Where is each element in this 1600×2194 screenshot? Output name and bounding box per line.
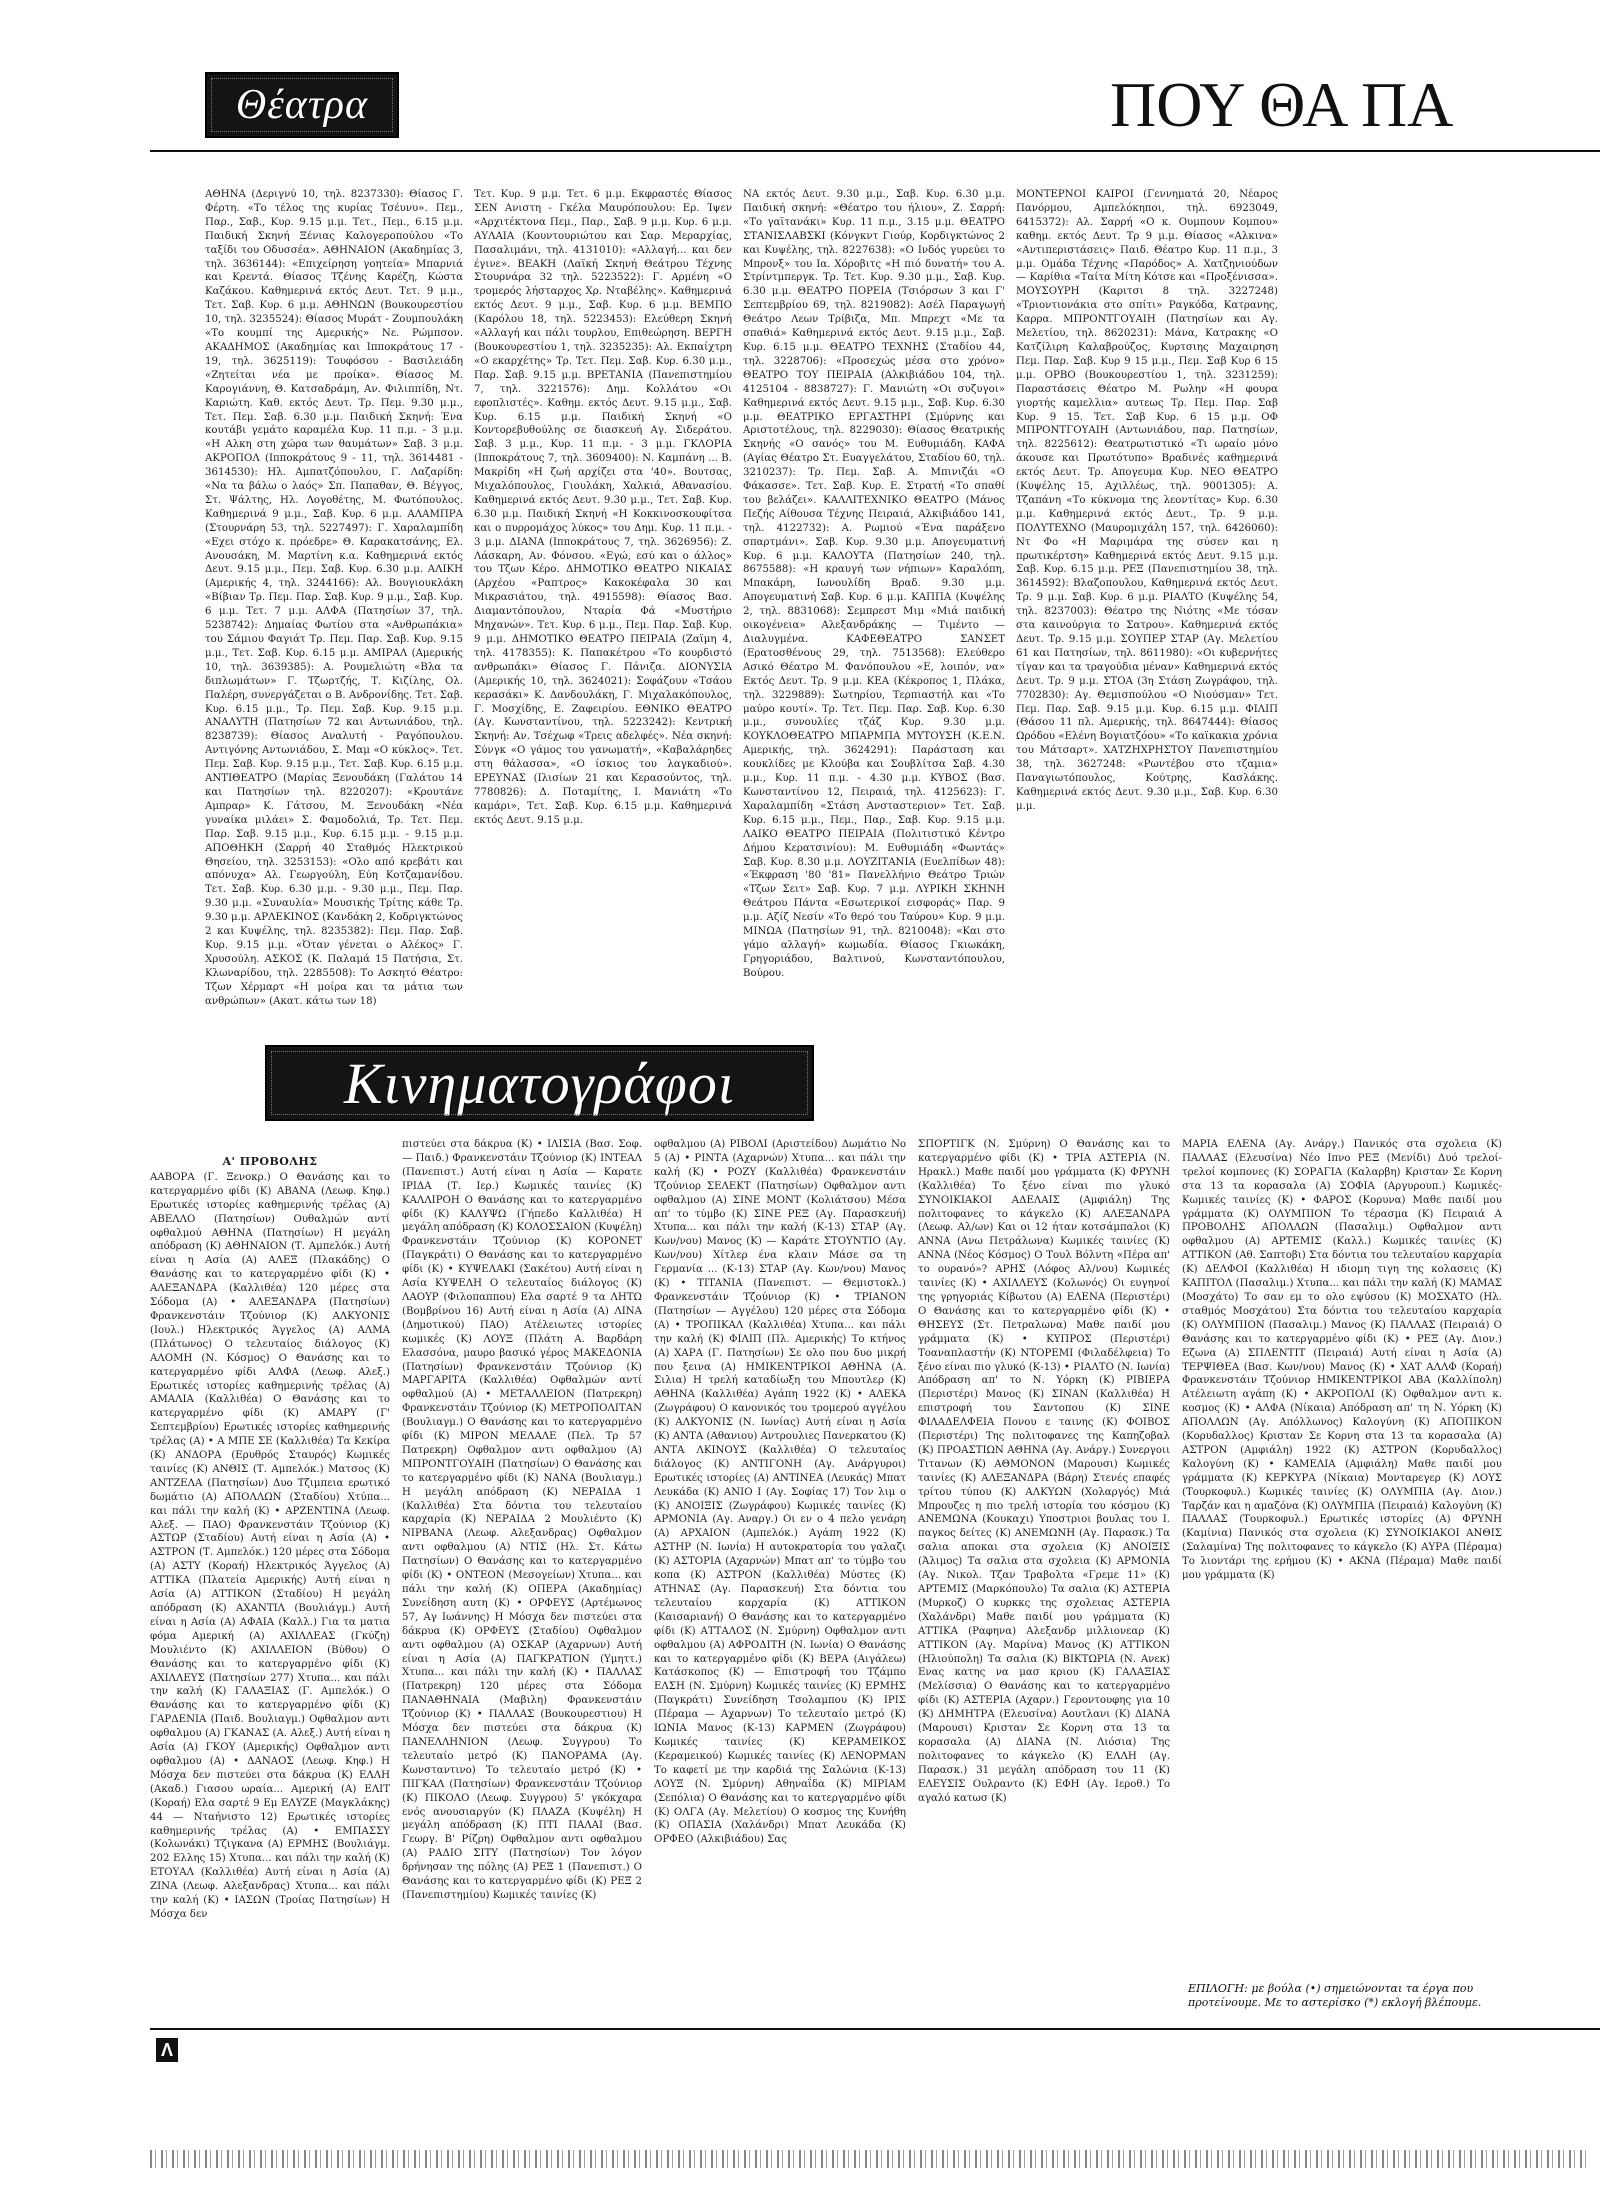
cinema-column-3: [654, 1138, 906, 2004]
cinema-column-5: [1182, 1138, 1502, 1974]
scan-edge-noise: [150, 2150, 1590, 2168]
cinema-column-1: [150, 1152, 390, 2004]
cinemas-section-title: Κινηματογράφοι: [344, 1050, 735, 1116]
page-headline: ΠΟΥ ΘΑ ΠΑ: [1110, 69, 1454, 140]
first-run-subheading: Α' ΠΡΟΒΟΛΗΣ: [222, 1155, 318, 1168]
theatre-column-3: [743, 188, 1005, 1018]
theatre-column-text: ΝΑ εκτός Δευτ. 9.30 μ.μ., Σαβ. Κυρ. 6.30 μ.μ. Παιδική σκηνή: «Θέατρο του ήλιου», Ζ. Σαρρή: «Το γαϊτανάκι» Κυρ. 11 π.μ., 3.15 μ.μ. ΘΕΑΤΡΟ ΣΤΑΝΙΣΛΑΒΣΚΙ (Κόνγκντ Γιούρ, Κορδιγκτώνος 2 και Κυψέλης, τηλ. 8227638): «Ο Ινδός γυρεύει το Μπρονξ» του Ια. Χόροβιτς «Η πιό δυνατή» του Α. Στρίντμπεργκ. Τρ. Τετ. Κυρ. 9.30 μ.μ., Σαβ. Κυρ. 6.30 μ.μ. ΘΕΑΤΡΟ ΠΟΡΕΙΑ (Τσιόρσων 3 και Γ' Σεπτεμβρίου 69, τηλ. 8219082): Ασέλ Παραγωγή Θεάτρο Λεων Τρίβιζα, Μπ. Μπρεχτ «Με τα σπαθιά» Καθημερινά εκτός Δευτ. 9.15 μ.μ., Σαβ. Κυρ. 6.15 μ.μ. ΘΕΑΤΡΟ ΤΕΧΝΗΣ (Σταδίου 44, τηλ. 3228706): «Προσεχώς μέσα στο χρόνο» ΘΕΑΤΡΟ ΤΟΥ ΠΕΙΡΑΙΑ (Αλκιβιάδου 104, τηλ. 4125104 - 8838727): Γ. Μανιώτη «Οι συζυγοι» Καθημερινά εκτός Δευτ. 9.15 μ.μ., Σαβ. Κυρ. 6.30 μ.μ. ΘΕΑΤΡΙΚΟ ΕΡΓΑΣΤΗΡΙ (Σμύρνης και Αριστοτέλους, τηλ. 8229030): Θίασος Θεατρικής Σκηνής «Ο σανός» του Μ. Ευθυμιάδη. ΚΑΦΑ (Αγίας Θέατρο Στ. Ευαγγελάτου, Σταδίου 60, τηλ. 3210237): Τρ. Πεμ. Σαβ. Α. Μπινιζάι «Ο Φάκασσε». Τετ. Σαβ. Κυρ. Ε. Στρατή «Το σπαθί του βελάζει». ΚΑΛΛΙΤΕΧΝΙΚΟ ΘΕΑΤΡΟ (Μάνος Πεζής Αίθουσα Τέχνης Πειραιά, Αλκιβιάδου 141, τηλ. 4122732): Α. Ρωμιού «Ένα παράξενο σπαρτμάνι». Σαβ. Κυρ. 9.30 μ.μ. Απογευματινή Κυρ. 6 μ.μ. ΚΑΛΟΥΤΑ (Πατησίων 240, τηλ. 8675588): «Η κραυγή των νήπιων» Καραλόπη, Μπακάρη, Ιωνουλίδη Βραδ. 9.30 μ.μ. Απογευματινή Σαβ. Κυρ. 6 μ.μ. ΚΑΠΠΑ (Κυψέλης 2, τηλ. 8831068): Σεμπρεστ Μιμ «Μιά παιδική οικογένεια» Αλεξανδράκης — Τιμέντο — Διαλυγμένα. ΚΑΦΕΘΕΑΤΡΟ ΣΑΝΣΕΤ (Ερατοσθένους 29, τηλ. 7513568): Ελεύθερο Ασικό Θέατρο Μ. Φανόπουλου «Ε, λοιπόν, να» Εκτός Δευτ. Τρ. 9 μ.μ. ΚΕΑ (Κέκροπος 1, Πλάκα, τηλ. 3229889): Σωτηρίου, Τερπιαστήλ και «Το μαύρο κουτί». Τρ. Τετ. Πεμ. Παρ. Σαβ. Κυρ. 6.30 μ.μ., συνουλίες τζάζ Κυρ. 9.30 μ.μ. ΚΟΥΚΛΟΘΕΑΤΡΟ ΜΠΑΡΜΠΑ ΜΥΤΟΥΣΗ (Κ.Ε.Ν. Αμερικής, τηλ. 3624291): Παράσταση και κουκλίδες με Κλούβα και Σουβλίτσα Σαβ. 4.30 μ.μ., Κυρ. 11 π.μ. - 4.30 μ.μ. ΚΥΒΟΣ (Βασ. Κωνσταντίνου 12, Πειραιά, τηλ. 4125623): Γ. Χαραλαμπίδη «Στάση Ανσταστεριον» Τετ. Σαβ. Κυρ. 6.15 μ.μ., Πεμ., Παρ., Σαβ. Κυρ. 9.15 μ.μ. ΛΑΙΚΟ ΘΕΑΤΡΟ ΠΕΙΡΑΙΑ (Πολιτιστικό Κέντρο Δήμου Κερατσινίου): Μ. Ευθυμιάδη «Φωντάς» Σαβ. Κυρ. 8.30 μ.μ. ΛΟΥΖΙΤΑΝΙΑ (Ευελπίδων 48): «Έκφραση '80 '81» Πανελλήνιο Θεάτρο Τριών «Τζων Σειτ» Σαβ. Κυρ. 7 μ.μ. ΛΥΡΙΚΗ ΣΚΗΝΗ Θεάτρου Πάντα «Εσωτερικοί εισφοράς» Παρ. 9 μ.μ. Αζίζ Νεσίν «Το θερό του Ταύρου» Κυρ. 9 μ.μ. ΜΙΝΩΑ (Πατησίων 91, τηλ. 8210048): «Και στο γάμο αλλαγή» κωμωδία. Θίασος Γκιωκάκη, Γρηγοριάδου, Βαλτινού, Κωνσταντόπουλου, Βούρου.: [743, 189, 1005, 979]
cinema-column-text: πιστεύει στα δάκρυα (Κ) • ΙΛΙΣΙΑ (Βασ. Σοφ. — Παιδ.) Φρανκενστάιν Τζούνιορ (Κ) ΙΝΤΕΑΛ (Πανεπιστ.) Αυτή είναι η Ασία — Καρατε ΙΡΙΔΑ (Τ. Ιερ.) Κωμικές ταινίες (Κ) ΚΑΛΛΙΡΟΗ Ο Θανάσης και το κατεργαρμένο φίδι (Κ) ΚΑΛΥΨΩ (Γήπεδο Καλλιθέα) Η μεγάλη απόδραση (Κ) ΚΟΛΟΣΣΑΙΟΝ (Κυψέλη) Φρανκενστάιν Τζούνιορ (Κ) ΚΟΡΟΝΕΤ (Παγκράτι) Ο Θανάσης και το κατεργαρμένο φίδι (Κ) • ΚΥΨΕΛΑΚΙ (Σακέτου) Αυτή είναι η Ασία ΚΥΨΕΛΗ Ο τελευταίος διάλογος (Κ) ΛΑΟΥΡ (Φιλοπαππου) Ελα σαρτέ 9 τα ΛΗΤΩ (Βομβρίνου 16) Αυτή είναι η Ασία (Α) ΛΙΝΑ (Δημοτικού) ΠΑΟ) Ατέλειωτες ιστορίες κωμικές (Κ) ΛΟΥΞ (Πλάτη Α. Βαρδάρη Ελασσόνα, μαυρο βασικό γέρος ΜΑΚΕΔΟΝΙΑ (Πατησίων) Φρανκενστάιν Τζούνιορ (Κ) ΜΑΡΓΑΡΙΤΑ (Καλλιθέα) Οφθαλμών αντί οφθαλμού (Α) • ΜΕΤΑΛΛΕΙΟΝ (Πατρεκρη) Φρανκενστάιν Τζούνιορ (Κ) ΜΕΤΡΟΠΟΛΙΤΑΝ (Βουλιαγμ.) Ο Θανάσης και το κατεργαρμένο φίδι (Κ) ΜΙΡΟΝ ΜΕΛΑΛΕ (Πελ. Τρ 57 Πατρεκρη) Οφθαλμον αντι οφθαλμου (Α) ΜΠΡΟΝΤΓΟΥΑΙΗ (Πατησίων) Ο Θανάσης και το κατεργαρμένο φίδι (Κ) ΝΑΝΑ (Βουλιαγμ.) Η μεγάλη απόδραση (Κ) ΝΕΡΑΙΔΑ 1 (Καλλιθέα) Στα δόντια του τελευταίου καρχαρία (Κ) ΝΕΡΑΙΔΑ 2 Μουλιέντο (Κ) ΝΙΡΒΑΝΑ (Λεωφ. Αλεξανδρας) Οφθαλμον αντι οφθαλμου (Α) ΝΤΙΣ (Ηλ. Στ. Κάτω Πατησίων) Ο Θανάσης και το κατεργαρμένο φίδι (Κ) • ΟΝΤΕΟΝ (Μεσογείων) Χτυπα... και πάλι την καλή (Κ) ΟΠΕΡΑ (Ακαδημίας) Συνείδηση αυτη (Κ) • ΟΡΦΕΥΣ (Αρτέμωνος 57, Αγ Ιωάννης) Η Μόσχα δεν πιστεύει στα δάκρυα (Κ) ΟΡΦΕΥΣ (Σταδίου) Οφθαλμον αντι οφθαλμου (Α) ΟΣΚΑΡ (Αχαρνων) Αυτή είναι η Ασία (Α) ΠΑΓΚΡΑΤΙΟΝ (Υμηττ.) Χτυπα... και πάλι την καλή (Κ) • ΠΑΛΛΑΣ (Πατρεκρη) 120 μέρες στα Σόδομα ΠΑΝΑΘΗΝΑΙΑ (Μαβιλη) Φρανκενστάιν Τζούνιορ (Κ) • ΠΑΛΛΑΣ (Βουκουρεστιου) Η Μόσχα δεν πιστεύει στα δάκρυα (Κ) ΠΑΝΕΛΛΗΝΙΟΝ (Λεωφ. Συγγρου) Το τελευταίο μετρό (Κ) ΠΑΝΟΡΑΜΑ (Αγ. Κωνσταντινο) Το τελευταίο μετρό (Κ) • ΠΙΓΚΑΛ (Πατησίων) Φρανκενστάιν Τζούνιορ (Κ) ΠΙΚΟΛΟ (Λεωφ. Συγγρου) 5' γκόκχαρα ενός ανουσιαργύν (Κ) ΠΛΑΖΑ (Κυψέλη) Η μεγάλη απόδραση (Κ) ΠΤΙ ΠΑΛΑΙ (Βασ. Γεωργ. Β' Ρίζρη) Οφθαλμον αντι οφθαλμου (Α) ΡΑΔΙΟ ΣΙΤΥ (Πατησίων) Τον λόγον δρήνησαν της πόλης (Α) ΡΕΞ 1 (Πανεπιστ.) Ο Θανάσης και το κατεργαρμένο φίδι (Κ) ΡΕΞ 2 (Πανεπιστημίου) Κωμικές ταινίες (Κ): [402, 1139, 642, 1901]
theatre-column-1: [205, 188, 463, 1018]
cinema-column-text: οφθαλμου (Α) ΡΙΒΟΛΙ (Αριστείδου) Δωμάτιο Νο 5 (Α) • ΡΙΝΤΑ (Αχαρνών) Χτυπα... και πάλι την καλή (Κ) • ΡΟΖΥ (Καλλιθέα) Φρανκενστάιν Τζούνιορ ΣΕΛΕΚΤ (Πατησίων) Οφθαλμον αντι οφθαλμου (Α) ΣΙΝΕ ΜΟΝΤ (Κολιάτσου) Μέσα απ' το τύμβο (Κ) ΣΙΝΕ ΡΕΞ (Αγ. Παρασκευή) Χτυπα... και πάλι την καλή (Κ-13) ΣΤΑΡ (Αγ. Κων/νου) Μανος (Κ) — Καράτε ΣΤΟΥΝΤΙΟ (Αγ. Κων/νου) Χίτλερ ένα κλαιν Μάσε σα τη Γερμανία ... (Κ-13) ΣΤΑΡ (Αγ. Κων/νου) Μανος (Κ) • ΤΙΤΑΝΙΑ (Πανεπιστ. — Θεμιστοκλ.) Φρανκενστάιν Τζούνιορ (Κ) • ΤΡΙΑΝΟΝ (Πατησίων — Αγγέλου) 120 μέρες στα Σόδομα (Α) • ΤΡΟΠΙΚΑΛ (Καλλιθέα) Χτυπα... και πάλι την καλή (Κ) ΦΙΛΙΠ (Πλ. Αμερικής) Το κτήνος (Α) ΧΑΡΑ (Γ. Πατησίων) Σε ολο που δυο μικρή που ξεινα (Α) ΗΜΙΚΕΝΤΡΙΚΟΙ ΑΘΗΝΑ (Α. Σιλια) Η τρελή καταδίωξη του Μπουτλερ (Κ) ΑΘΗΝΑ (Καλλιθέα) Αγάπη 1922 (Κ) • ΑΛΕΚΑ (Ζωγράφου) Ο κανονικός του τρομερού αγγέλου (Κ) ΑΛΚΥΟΝΙΣ (Ν. Ιωνίας) Αυτή είναι η Ασία (Κ) ΑΝΤΑ (Αθανιου) Αντρουλιες Πανερκατου (Κ) ΑΝΤΑ ΛΚΙΝΟΥΣ (Καλλιθέα) Ο τελευταίος διάλογος (Κ) ΑΝΤΙΓΟΝΗ (Αγ. Ανάργυροι) Ερωτικές ιστορίες (Α) ΑΝΤΙΝΕΑ (Λευκάς) Μπατ Λευκάδα (Κ) ΑΝΙΟ Ι (Αγ. Σοφίας 17) Τον λιμ ο (Κ) ΑΝΟΙΞΙΣ (Ζωγράφου) Κωμικές ταινίες (Κ) ΑΡΜΟΝΙΑ (Αγ. Αναργ.) Οι εν ο 4 πελο γενάρη (Α) ΑΡΧΑΙΟΝ (Αμπελόκ.) Αγάπη 1922 (Κ) ΑΣΤΗΡ (Ν. Ιωνία) Η αυτοκρατορία του γαλαζι (Κ) ΑΣΤΟΡΙΑ (Αχαρνών) Μπατ απ' το τύμβο του κοπα (Κ) ΑΣΤΡΟΝ (Καλλιθέα) Μύστες (Κ) ΑΤΗΝΑΣ (Αγ. Παρασκευή) Στα δόντια του τελευταίου καρχαρία (Κ) ΑΤΤΙΚΟΝ (Καισαριανή) Ο Θανάσης και το κατεργαρμένο φίδι (Κ) ΑΤΤΑΛΟΣ (Ν. Σμύρνη) Οφθαλμον αντι οφθαλμου (Α) ΑΦΡΟΔΙΤΗ (Ν. Ιωνία) Ο Θανάσης και το κατεργαρμένο φίδι (Κ) ΒΕΡΑ (Αιγάλεω) Κατάσκοπος (Κ) — Επιστροφή του Τζάμπο ΕΛΣΗ (Ν. Σμύρνη) Κωμικές ταινίες (Κ) ΕΡΜΗΣ (Παγκράτι) Συνείδηση Τσολαμπου (Κ) ΙΡΙΣ (Πέραμα — Αχαρνων) Το τελευταίο μετρό (Κ) ΙΩΝΙΑ Μανος (Κ-13) ΚΑΡΜΕΝ (Ζωγράφου) Κωμικές ταινίες (Κ) ΚΕΡΑΜΕΙΚΟΣ (Κεραμεικού) Κωμικές ταινίες (Κ) ΛΕΝΟΡΜΑΝ Το καφετί με την καρδιά της Σαλώνια (Κ-13) ΛΟΥΞ (Ν. Σμύρνη) Αθηναΐδα (Κ) ΜΙΡΙΑΜ (Σεπόλια) Ο Θανάσης και το κατεργαρμένο φίδι (Κ) ΟΛΓΑ (Αγ. Μελετίου) Ο κοσμος της Κυνήθη (Κ) ΟΠΑΣΙΑ (Χαλάνδρι) Μπατ Λευκάδα (Κ) ΟΡΦΕΟ (Αλκιβιάδου) Σας: [654, 1139, 906, 1846]
cinemas-section-banner: [265, 1045, 814, 1121]
footer-rule: [150, 2028, 1600, 2030]
cinema-column-text: ΑΑΒΟΡΑ (Γ. Ξενοκρ.) Ο Θανάσης και το κατεργαρμένο φίδι (Κ) ΑΒΑΝΑ (Λεωφ. Κηφ.) Ερωτικές ιστορίες καθημερινής τρέλας (Α) ΑΒΕΛΛΟ (Πατησίων) Ουθαλμών αντί οφθαλμού ΑΘΗΝΑ (Πατησίων) Η μεγάλη απόδραση (Κ) ΑΘΗΝΑΙΟΝ (Τ. Αμπελόκ.) Αυτή είναι η Ασία (Α) ΑΛΕΞ (Πλακάδης) Ο Θανάσης και το κατεργαρμένο φίδι (Κ) • ΑΛΕΞΑΝΔΡΑ (Καλλιθέα) 120 μέρες στα Σόδομα (Α) • ΑΛΕΞΑΝΔΡΑ (Πατησίων) Φρανκενστάιν Τζούνιορ (Κ) ΑΛΚΥΟΝΙΣ (Ιουλ.) Ηλεκτρικός Άγγελος (Α) ΑΛΜΑ (Πλάτωνος) Ο τελευταίος διάλογος (Κ) ΑΛΟΜΗ (Ν. Κόσμος) Ο Θανάσης και το κατεργαρμένο φίδι ΑΛΦΑ (Λεωφ. Αλεξ.) Ερωτικές ιστορίες καθημερινής τρέλας (Α) ΑΜΑΛΙΑ (Καλλιθέα) Ο Θανάσης και το κατεργαρμένο φίδι (Κ) ΑΜΑΡΥ (Γ' Σεπτεμβρίου) Ερωτικές ιστορίες καθημερινής τρέλας (Α) • Α ΜΠΕ ΣΕ (Καλλιθέα) Τα Κεκίρα (Κ) ΑΝΔΟΡΑ (Ερυθρός Σταυρός) Κωμικές ταινίες (Κ) ΑΝΘΙΣ (Τ. Αμπελόκ.) Ματσος (Κ) ΑΝΤΖΕΛΑ (Πατησίων) Δυο Τζιμπεια ερωτικό δωμάτιο (Α) ΑΠΟΛΛΩΝ (Σταδίου) Χτύπα... και πάλι την καλή (Κ) • ΑΡΖΕΝΤΙΝΑ (Λεωφ. Αλεξ. — ΠΑΟ) Φρανκενστάιν Τζούνιορ (Κ) ΑΣΤΩΡ (Σταδίου) Αυτή είναι η Ασία (Α) • ΑΣΤΡΟΝ (Τ. Αμπελόκ.) 120 μέρες στα Σόδομα (Α) ΑΣΤΥ (Κοραή) Ηλεκτρικός Άγγελος (Α) ΑΤΤΙΚΑ (Πλατεία Αμερικής) Αυτή είναι η Ασία (Α) ΑΤΤΙΚΟΝ (Σταδίου) Η μεγάλη απόδραση (Κ) ΑΧΑΝΤΙΛ (Βουλιάγμ.) Αυτή είναι η Ασία (Α) ΑΦΑΙΑ (Καλλ.) Για τα ματια φόμα Αμερική (Α) ΑΧΙΛΛΕΑΣ (Γκύζη) Μουλιέντο (Κ) ΑΧΙΛΛΕΙΟΝ (Βύθου) Ο Θανάσης και το κατεργαρμένο φίδι (Κ) ΑΧΙΛΛΕΥΣ (Πατησίων 277) Χτυπα... και πάλι την καλή (Κ) ΓΑΛΑΞΙΑΣ (Γ. Αμπελόκ.) Ο Θανάσης και το κατεργαρμένο φίδι (Κ) ΓΑΡΔΕΝΙΑ (Παιδ. Βουλιαγμ.) Οφθαλμον αντι οφθαλμου (Α) ΓΚΑΝΑΣ (Α. Αλεξ.) Αυτή είναι η Ασία (Α) ΓΚΟΥ (Αμερικής) Οφθαλμον αντι οφθαλμου (Α) • ΔΑΝΑΟΣ (Λεωφ. Κηφ.) Η Μόσχα δεν πιστεύει στα δάκρυα (Κ) ΕΛΛΗ (Ακαδ.) Γιασου ωραία... Αμερική (Α) ΕΛΙΤ (Κοραή) Ελα σαρτέ 9 Εμ ΕΛΥΖΕ (Μαγκλάκης) 44 — Νταήνιστο 12) Ερωτικές ιστορίες καθημερινής τρέλας (Α) • ΕΜΠΑΣΣΥ (Κολωνάκι) Τζιγκανα (Α) ΕΡΜΗΣ (Βουλιάγμ. 202 Ελλης 15) Χτυπα... και πάλι την καλή (Κ) ΕΤΟΥΑΛ (Καλλιθέα) Αυτή είναι η Ασία (Α) ΖΙΝΑ (Λεωφ. Αλεξανδρας) Χτυπα... και πάλι την καλή (Κ) • ΙΑΣΩΝ (Τροίας Πατησίων) Η Μόσχα δεν: [150, 1171, 390, 1920]
page-letter-marker: Λ: [156, 2038, 178, 2062]
theatres-section-banner: [205, 72, 399, 138]
theatre-column-text: Τετ. Κυρ. 9 μ.μ. Τετ. 6 μ.μ. Εκφραστές Θίασος ΣΕΝ Ανιστη - Γκέλα Μαυρόπουλου: Ερ. Ίψεν «Αρχιτέκτονα Πεμ., Παρ., Σαβ. 9 μ.μ. Κυρ. 6 μ.μ. ΑΥΛΑΙΑ (Κουντουριώτου και Σαρ. Μεραρχίας, Πασαλιμάνι, τηλ. 4131010): «Αλλαγή... και δεν έγινε». ΒΕΑΚΗ (Λαϊκή Σκηνή Θεάτρου Τέχνης Στουρνάρα 32 τηλ. 5223522): Γ. Αρμένη «Ο τρομερός λήσταρχος Χρ. Νταβέλης». Καθημερινά εκτός Δευτ. 9 μ.μ., Σαβ. Κυρ. 6 μ.μ. ΒΕΜΠΟ (Καρόλου 18, τηλ. 5223453): Ελεύθερη Σκηνή «Αλλαγή και πάλι τουρλου, Επιθεώρηση. ΒΕΡΓΗ (Βουκουρεστίου 1, τηλ. 3235235): Αλ. Εκπαίχτρη «Ο εκαρχέτης» Τρ. Τετ. Πεμ. Σαβ. Κυρ. 6.30 μ.μ., Παρ. Σαβ. 9.15 μ.μ. ΒΡΕΤΑΝΙΑ (Πανεπιστημίου 7, τηλ. 3221576): Δημ. Κολλάτου «Οι εφοπλιστές». Καθημ. εκτός Δευτ. 9.15 μ.μ., Σαβ. Κυρ. 6.15 μ.μ. Παιδική Σκηνή «Ο Κοντορεβυθούλης σε διασκευή Αγ. Σιδεράτου. Σαβ. 3 μ.μ., Κυρ. 11 π.μ. - 3 μ.μ. ΓΚΛΟΡΙΑ (Ιπποκράτους 7, τηλ. 3609400): Ν. Καμπάνη ... Β. Μακρίδη «Η ζωή αρχίζει στα '40». Βουτσας, Μιχαλόπουλος, Γιουλάκη, Χαλκιά, Αθανασίου. Καθημερινά εκτός Δευτ. 9.30 μ.μ., Τετ. Σαβ. Κυρ. 6.30 μ.μ. Παιδική Σκηνή «Η Κοκκινοσκουφίτσα και ο πυρρομάχος λύκος» του Δημ. Κυρ. 11 π.μ. - 3 μ.μ. ΔΙΑΝΑ (Ιπποκράτους 7, τηλ. 3626956): Ζ. Λάσκαρη, Αν. Φόνσου. «Εγώ, εσύ και ο άλλος» του Τζων Κέρο. ΔΗΜΟΤΙΚΟ ΘΕΑΤΡΟ ΝΙΚΑΙΑΣ (Αρχέου «Ραπτρος» Κακοκέφαλα 30 και Μικρασιάτου, τηλ. 4915598): Θίασος Βασ. Διαμαντόπουλου, Νταρία Φά «Μυστήριο Μηχανών». Τετ. Κυρ. 6 μ.μ., Πεμ. Παρ. Σαβ. Κυρ. 9 μ.μ. ΔΗΜΟΤΙΚΟ ΘΕΑΤΡΟ ΠΕΙΡΑΙΑ (Ζαϊμη 4, τηλ. 4178355): Κ. Παπακέτρου «Το κουρδιστό ανθρωπάκι» Θίασος Γ. Πάνιζα. ΔΙΟΝΥΣΙΑ (Αμερικής 10, τηλ. 3624021): Σοφάζουν «Τσάου κερασάκι» Κ. Δανδουλάκη, Γ. Μιχαλακόπουλος, Γ. Μοσχίδης, Ε. Ζαφειρίου. ΕΘΝΙΚΟ ΘΕΑΤΡΟ (Αγ. Κωνσταντίνου, τηλ. 5223242): Κεντρική Σκηνή: Αν. Τσέχωφ «Τρεις αδελφές». Νέα σκηνή: Σύνγκ «Ο γάμος του γανωματή», «Καβαλάρηδες στη θάλασσα», «Ο ίσκιος του λαγκαδιού». ΕΡΕΥΝΑΣ (Ιλισίων 21 και Κερασούντος, τηλ. 7780826): Δ. Ποταμίτης, Ι. Μανιάτη «Το καμάρι», Τετ. Σαβ. Κυρ. 6.15 μ.μ. Καθημερινά εκτός Δευτ. 9.15 μ.μ.: [474, 189, 732, 826]
theatre-column-4: [1016, 188, 1278, 1018]
cinema-column-text: ΜΑΡΙΑ ΕΛΕΝΑ (Αγ. Ανάργ.) Πανικός στα σχολεια (Κ) ΠΑΛΛΑΣ (Ελευσίνα) Νέο Ιπνο ΡΕΞ (Μενίδι) Δυό τρελοί-τρελοί κομπονες (Κ) ΣΟΡΑΓΙΑ (Καλαρβη) Κρισταν Σε Κορνη στα 13 τα κορασαλα (Α) ΣΟΦΙΑ (Αργυρουπ.) Κωμικές-Κωμικές ταινίες (Κ) • ΦΑΡΟΣ (Κορυνα) Μαθε παιδί μου γράμματα (Κ) ΟΛΥΜΠΙΟΝ Το τέρασμα (Κ) Πειραιά Α ΠΡΟΒΟΛΗΣ ΑΠΟΛΛΩΝ (Πασαλιμ.) Οφθαλμον αντι οφθαλμου (Α) ΑΡΤΕΜΙΣ (Καλλ.) Κωμικές ταινίες (Κ) ΑΤΤΙΚΟΝ (Αθ. Σαπτοβι) Στα δόντια του τελευταίου καρχαρία (Κ) ΔΕΛΦΟΙ (Καλλιθέα) Η ιδιομη τιγη της κολασεις (Κ) ΚΑΠΙΤΟΛ (Πασαλιμ.) Χτυπα... και πάλι την καλή (Κ) ΜΑΜΑΣ (Μοσχάτο) Το σαν εμ το ολο εψύσου (Κ) ΜΟΣΧΑΤΟ (Ηλ. σταθμός Μοσχάτου) Στα δόντια του τελευταίου καρχαρία (Κ) ΟΛΥΜΠΙΟΝ (Πασαλιμ.) Μανος (Κ) ΠΑΛΛΑΣ (Πειραιά) Ο Θανάσης και το κατεργαρμένο φίδι (Κ) • ΡΕΞ (Αγ. Διον.) Εζωνα (Α) ΣΠΛΕΝΤΙΤ (Πειραιά) Αυτή είναι η Ασία (Α) ΤΕΡΨΙΘΕΑ (Βασ. Κων/νου) Μανος (Κ) • ΧΑΤ ΑΛΛΦ (Κοραή) Φρανκενστάιν Τζούνιορ ΗΜΙΚΕΝΤΡΙΚΟΙ ΑΒΑ (Καλλίπολη) Ατέλειωτη αγάπη (Κ) • ΑΚΡΟΠΟΛΙ (Κ) Οφθαλμον αντι κ. κοσμος (Κ) • ΑΛΦΑ (Νίκαια) Απόδραση απ' τη Ν. Υόρκη (Κ) ΑΠΟΛΛΩΝ (Αγ. Απόλλωνος) Καλογύνη (Κ) ΑΠΟΠΙΚΟΝ (Κορυδαλλος) Κρισταν Σε Κορνη στα 13 τα κορασαλα (Α) ΑΣΤΡΟΝ (Αμφιάλη) 1922 (Κ) ΑΣΤΡΟΝ (Κορυδαλλος) Καλογύνη (Κ) • ΚΑΜΕΛΙΑ (Αμφιάλη) Μαθε παιδί μου γράμματα (Κ) ΚΕΡΚΥΡΑ (Νίκαια) Μονταρεγερ (Κ) ΛΟΥΣ (Τουρκοφυλ.) Κωμικές ταινίες (Κ) ΟΛΥΜΠΙΑ (Αγ. Διον.) Ταρζάν και η αμαζόνα (Κ) ΟΛΥΜΠΙΑ (Πειραιά) Καλογύνη (Κ) ΠΑΛΛΑΣ (Τουρκοφυλ.) Ερωτικές ιστορίες (Α) ΦΡΥΝΗ (Καμίνια) Πανικός στα σχολεια (Κ) ΣΥΝΟΙΚΙΑΚΟΙ ΑΝΘΙΣ (Σαλαμίνα) Της πολιτοφανες το κάγκελο (Κ) ΑΥΡΑ (Πέραμα) Το λιοντάρι της ερήμου (Κ) • ΑΚΝΑ (Πέραμα) Μαθε παιδί μου γράμματα (Κ): [1182, 1139, 1502, 1582]
selection-footnote: ΕΠΙΛΟΓΗ: με βούλα (•) σημειώνονται τα έργα που προτείνουμε. Με το αστερίσκο (*) εκλογή βλέπουμε.: [1188, 1982, 1482, 2009]
theatre-column-text: ΑΘΗΝΑ (Δεριγνύ 10, τηλ. 8237330): Θίασος Γ. Φέρτη. «Το τέλος της κυρίας Τσέυνυ». Πεμ., Παρ., Σαβ., Κυρ. 9.15 μ.μ. Τετ., Πεμ., 6.15 μ.μ. Παιδική Σκηνή Ξένιας Καλογεροπούλου «Το ταξίδι του Οδυσσέα». ΑΘΗΝΑΙΟΝ (Ακαδημίας 3, τηλ. 3636144): «Επιχείρηση γοητεία» Μπαρνιά και Κρεντά. Θίασος Τζένης Καρέζη, Κώστα Καζάκου. Καθημερινά εκτός Δευτ. Τετ. 9 μ.μ., Τετ. Σαβ. Κυρ. 6 μ.μ. ΑΘΗΝΩΝ (Βουκουρεστίου 10, τηλ. 3235524): Θίασος Μυράτ - Ζουμπουλάκη «Το κουμπί της Αμερικής» Νε. Ρώμπσον. ΑΚΑΔΗΜΟΣ (Ακαδημίας και Ιπποκράτους 17 - 19, τηλ. 3625119): Τουφόσου - Βασιλειάδη «Ζητείται νέα με προίκα». Θίασος Μ. Καρογιάννη, Θ. Κατσαδράμη, Αν. Φιλιππίδη, Ντ. Καριώτη. Καθ. εκτός Δευτ. Τρ. Πεμ. 9.30 μ.μ., Τετ. Πεμ. Σαβ. 6.30 μ.μ. Παιδική Σκηνή: Ένα κουτάβι γεμάτο καραμέλα Κυρ. 11 π.μ. - 3 μ.μ. «Η Αλκη στη χώρα των θαυμάτων» Σαβ. 3 μ.μ. ΑΚΡΟΠΟΛ (Ιπποκράτους 9 - 11, τηλ. 3614481 - 3614530): Ηλ. Αμπατζόπουλου, Γ. Λαζαρίδη: «Να τα βάλω ο λαός» Σπ. Παπαθαν, Θ. Βέγγος, Στ. Ψάλτης, Ηλ. Λογοθέτης, Μ. Φωτόπουλος. Καθημερινά 9 μ.μ., Σαβ. Κυρ. 6 μ.μ. ΑΛΑΜΠΡΑ (Στουρνάρη 53, τηλ. 5227497): Γ. Χαραλαμπίδη «Εχει στόχο κ. πρόεδρε» Θ. Καρακατσάνης, Ελ. Ανουσάκη, Μ. Μαρτίνη κ.α. Καθημερινά εκτός Δευτ. 9.15 μ.μ., Πεμ. Σαβ. Κυρ. 6.30 μ.μ. ΑΛΙΚΗ (Αμερικής 4, τηλ. 3244166): Αλ. Βουγιουκλάκη «Βίβιαν Τρ. Πεμ. Παρ. Σαβ. Κυρ. 9 μ.μ., Σαβ. Κυρ. 6 μ.μ. Τετ. 7 μ.μ. ΑΛΦΑ (Πατησίων 37, τηλ. 5238742): Δημαίας Φωτίου στα «Ανθρωπάκια» του Σάμιου Φαγιάτ Τρ. Πεμ. Παρ. Σαβ. Κυρ. 9.15 μ.μ., Τετ. Σαβ. Κυρ. 6.15 μ.μ. ΑΜΙΡΑΛ (Αμερικής 10, τηλ. 3639385): Α. Ρουμελιώτη «Βλα τα διπλωμάτων» Γ. Τζωρτζής, Τ. Κιζίλης, Ολ. Παλέρη, συνεργάζεται ο Β. Ανδρονίδης. Τετ. Σαβ. Κυρ. 6.15 μ.μ., Τρ. Πεμ. Σαβ. Κυρ. 9.15 μ.μ. ΑΝΑΛΥΤΗ (Πατησίων 72 και Αντωνιάδου, τηλ. 8238739): Θίασος Αναλυτή - Ραγόπουλου. Αντιγόνης Αντωνιάδου, Σ. Μαμ «Ο κύκλος». Τετ. Πεμ. Σαβ. Κυρ. 9.15 μ.μ., Τετ. Σαβ. Κυρ. 6.15 μ.μ. ΑΝΤΙΘΕΑΤΡΟ (Μαρίας Ξενουδάκη (Γαλάτου 14 και Πατησίων τηλ. 8220207): «Κρουτάνε Αμπραρ» Κ. Γάτσου, Μ. Ξενουδάκη «Νέα γυναίκα μιλάει» Σ. Φαμοδολιά, Τρ. Τετ. Πεμ. Παρ. Σαβ. 9.15 μ.μ., Κυρ. 6.15 μ.μ. - 9.15 μ.μ. ΑΠΟΘΗΚΗ (Σαρρή 40 Σταθμός Ηλεκτρικού Θησείου, τηλ. 3253153): «Ολο από κρεβάτι και απόνυχα» Αλ. Γεωργούλη, Εύη Κοτζαμανίδου. Τετ. Σαβ. Κυρ. 6.30 μ.μ. - 9.30 μ.μ., Πεμ. Παρ. 9.30 μ.μ. «Συναυλία» Μουσικής Τρίτης κάθε Τρ. 9.30 μ.μ. ΑΡΛΕΚΙΝΟΣ (Κανδάκη 2, Κοδριγκτώνος 2 και Κυψέλης, τηλ. 8235382): Πεμ. Παρ. Σαβ. Κυρ. 9.15 μ.μ. «Όταν γένεται ο Αλέκος» Γ. Χρυσούλη. ΑΣΚΟΣ (Κ. Παλαμά 15 Πατήσια, Στ. Κλωναρίδου, τηλ. 2285508): Το Ασκητό Θέατρο: Τζων Χέρμαρτ «Η μοίρα και τα μάτια των ανθρώπων» (Ακατ. κάτω των 18): [205, 189, 463, 1007]
cinema-column-4: [918, 1138, 1170, 2004]
header-rule: [150, 150, 1600, 152]
theatre-column-text: ΜΟΝΤΕΡΝΟΙ ΚΑΙΡΟΙ (Γεννηματά 20, Νέαρος Πανόρμου, Αμπελόκηποι, τηλ. 6923049, 6415372): Αλ. Σαρρή «Ο κ. Ουμπουν Κομπου» καθημ. εκτός Δευτ. Τρ 9 μ.μ. Θίασος «Αλκινα» «Αντιπεριστάσεις» Παιδ. Θέατρο Κυρ. 11 π.μ., 3 μ.μ. Ομάδα Τέχνης «Παρόδος» Α. Χατζηνιούδων — Καρίθια «Ταίτα Μίτη Κότσε και «Προξένισσα». ΜΟΥΣΟΥΡΗ (Καριτσι 8 τηλ. 3227248) «Τριοντιονάκια στο σπίτι» Ραγκόδα, Κατρανης, Καρρα. ΜΠΡΟΝΤΓΟΥΑΙΗ (Πατησίων και Αγ. Μελετίου, τηλ. 8620231): Μάνα, Κατρακης «Ο Κατζίλιρη Καλαβρούζος, Κυρτσιης Μαχαιρηση Πεμ. Παρ. Σαβ. Κυρ 9 15 μ.μ., Πεμ. Σαβ Κυρ 6 15 μ.μ. ΟΡΒΟ (Βουκουρεστίου 1, τηλ. 3231259): Παραστάσεις Θέατρο Μ. Ρωλην «Η φουρα γιορτής καμελλια» αυτεως Τρ. Πεμ. Παρ. Σαβ Κυρ. 9 15. Τετ. Σαβ Κυρ. 6 15 μ.μ. ΟΦ ΜΠΡΟΝΤΓΟΥΑΙΗ (Αντωνιάδου, παρ. Πατησίων, τηλ. 8225612): Θεατρωτιστικό «Τι ωραίο μόνο άκουσε και Πρωτότυπο» Βραδινές καθημερινά εκτός Δευτ. Τρ. Απογευμα Κυρ. ΝΕΟ ΘΕΑΤΡΟ (Κυψέλης 15, Αχιλλέως, τηλ. 9001305): Α. Τζαπάνη «Το κύκνομα της λεοντίτας» Κυρ. 6.30 μ.μ. Καθημερινά εκτός Δευτ., Τρ. 9 μ.μ. ΠΟΛΥΤΕΧΝΟ (Μαυρομιχάλη 157, τηλ. 6426060): Ντ Φο «Η Μαριμάρα της σύσεν και η πρωτικέρτση» Καθημερινά εκτός Δευτ. 9.15 μ.μ. Σαβ. Κυρ. 6.15 μ.μ. ΡΕΞ (Πανεπιστημίου 38, τηλ. 3614592): Βλαζοπουλου, Καθημερινά εκτός Δευτ. Τρ. 9 μ.μ. Σαβ. Κυρ. 6 μ.μ. ΡΙΑΛΤΟ (Κυψέλης 54, τηλ. 8237003): Θέατρο της Νιότης «Με τόσαν στα καινούργια το Σατρου». Καθημερινά εκτός Δευτ. Τρ. 9.15 μ.μ. ΣΟΥΠΕΡ ΣΤΑΡ (Αγ. Μελετίου 61 και Πατησίων, τηλ. 8611980): «Οι κυβερνήτες τίγαν και τα τραγούδια μέναν» Καθημερινά εκτός Δευτ. Τρ. 9 μ.μ. ΣΤΟΑ (3η Στάση Ζωγράφου, τηλ. 7702830): Αγ. Θεμισπούλου «Ο Νιούσμαν» Τετ. Πεμ. Παρ. Σαβ. 9.15 μ.μ. Κυρ. 6.15 μ.μ. ΦΙΛΙΠ (Θάσου 11 πλ. Αμερικής, τηλ. 8647444): Θίασος Ωρόδου «Ελένη Βογιατζόου» «Το καϊκακια χρόνια του Μάτσαρτ». ΧΑΤΖΗΧΡΗΣΤΟΥ Πανεπιστημίου 38, τηλ. 3627248: «Ρωντέβου στο τζαμια» Παναγιωτόπουλος, Κούτρης, Κασλάκης. Καθημερινά εκτός Δευτ. 9.30 μ.μ., Σαβ. Κυρ. 6.30 μ.μ.: [1016, 189, 1278, 812]
theatres-section-title: Θέατρα: [235, 82, 369, 128]
cinema-column-2: [402, 1138, 642, 2004]
theatre-column-2: [474, 188, 732, 1018]
cinema-column-text: ΣΠΟΡΤΙΓΚ (Ν. Σμύρνη) Ο Θανάσης και το κατεργαρμένο φίδι (Κ) • ΤΡΙΑ ΑΣΤΕΡΙΑ (Ν. Ηρακλ.) Μαθε παιδί μου γράμματα (Κ) ΦΡΥΝΗ (Καλλιθέα) Το ξένο είναι πιο γλυκό ΣΥΝΟΙΚΙΑΚΟΙ ΑΔΕΛΑΙΣ (Αμφιάλη) Της πολιτοφανες το κάγκελο (Κ) ΑΛΕΞΑΝΔΡΑ (Λεωφ. Αλ/ων) Και οι 12 ήταν κοτσάμπαλοι (Κ) ΑΝΝΑ (Ανω Πετράλωνα) Κωμικές ταινίες (Κ) ΑΝΝΑ (Νέος Κόσμος) Ο Τουλ Βόλντη «Πέρα απ' το ουρανό»? ΑΡΗΣ (Λόφος Αλ/νου) Κωμικές ταινίες (Κ) • ΑΧΙΛΛΕΥΣ (Κολωνός) Οι ευγηνοί της γρηγοριάς Κίβωτου (Α) ΕΛΕΝΑ (Περιστέρι) Ο Θανάσης και το κατεργαρμένο φίδι (Κ) • ΘΗΣΕΥΣ (Στ. Πετραλωνα) Μαθε παιδί μου γράμματα (Κ) • ΚΥΠΡΟΣ (Περιστέρι) Τοαναπλαστήν (Κ) ΝΤΟΡΕΜΙ (Φιλαδέλφεια) Το ξένο είναι πιο γλυκό (Κ-13) • ΡΙΑΛΤΟ (Ν. Ιωνία) Απόδραση απ' το Ν. Υόρκη (Κ) ΡΙΒΙΕΡΑ (Περιστέρι) Μανος (Κ) ΣΙΝΑΝ (Καλλιθέα) Η επιστροφή του Σαντοπου (Κ) ΣΙΝΕ ΦΙΛΑΔΕΛΦΕΙΑ Πονου ε ταινης (Κ) ΦΟΙΒΟΣ (Περιστέρι) Της πολιτοφανες της Καπηζοβαλ (Κ) ΠΡΟΑΣΤΙΩΝ ΑΘΗΝΑ (Αγ. Ανάργ.) Συνεργοιι Τιτανων (Κ) ΑΘΜΟΝΟΝ (Μαρουσι) Κωμικές ταινίες (Κ) ΑΛΕΞΑΝΔΡΑ (Βάρη) Στενές επαφές τρίτου τύπου (Κ) ΑΛΚΥΩΝ (Χολαργός) Μιά Μπρουζες η πιο τρελή ιστορία του κόσμου (Κ) ΑΝΕΜΩΝΑ (Κουκαχι) Υποστριοι βουλας του Ι. παγκος δείτες (Κ) ΑΝΕΜΩΝΗ (Αγ. Παρασκ.) Τα σαλια αποκαι στα σχολεια (Κ) ΑΝΟΙΞΙΣ (Άλιμος) Τα σαλια στα σχολεια (Κ) ΑΡΜΟΝΙΑ (Αγ. Νικολ. Τζαν Τραβολτα «Γρεμε 11» (Κ) ΑΡΤΕΜΙΣ (Μαρκόπουλο) Τα σαλια (Κ) ΑΣΤΕΡΙΑ (Μυρκοζ) Ο κυρκκς της σχολειας ΑΣΤΕΡΙΑ (Χαλάνδρι) Μαθε παιδί μου γράμματα (Κ) ΑΤΤΙΚΑ (Ραφηνα) Αλεξανδρ μιλλιονεαρ (Κ) ΑΤΤΙΚΟΝ (Αγ. Μαρίνα) Μανος (Κ) ΑΤΤΙΚΟΝ (Ηλιούπολη) Τα σαλια (Κ) ΒΙΚΤΩΡΙΑ (Ν. Ανεκ) Ενας κατης να μασ κριου (Κ) ΓΑΛΑΞΙΑΣ (Μελίσσια) Ο Θανάσης και το κατεργαρμένο φίδι (Κ) ΑΣΤΕΡΙΑ (Αχαρν.) Γεροντουφης για 10 (Κ) ΔΗΜΗΤΡΑ (Ελευσίνα) Αουτλανι (Κ) ΔΙΑΝΑ (Μαρουσι) Κρισταν Σε Κορνη στα 13 τα κορασαλα (Α) ΔΙΑΝΑ (Ν. Λιόσια) Της πολιτοφανες το κάγκελο (Κ) ΕΛΛΗ (Αγ. Παρασκ.) 31 μεγάλη απόδραση του 11 (Κ) ΕΛΕΥΣΙΣ Ουλραντο (Κ) ΕΦΗ (Αγ. Ιεροθ.) Το αγαλό κατωσ (Κ): [918, 1139, 1170, 1804]
